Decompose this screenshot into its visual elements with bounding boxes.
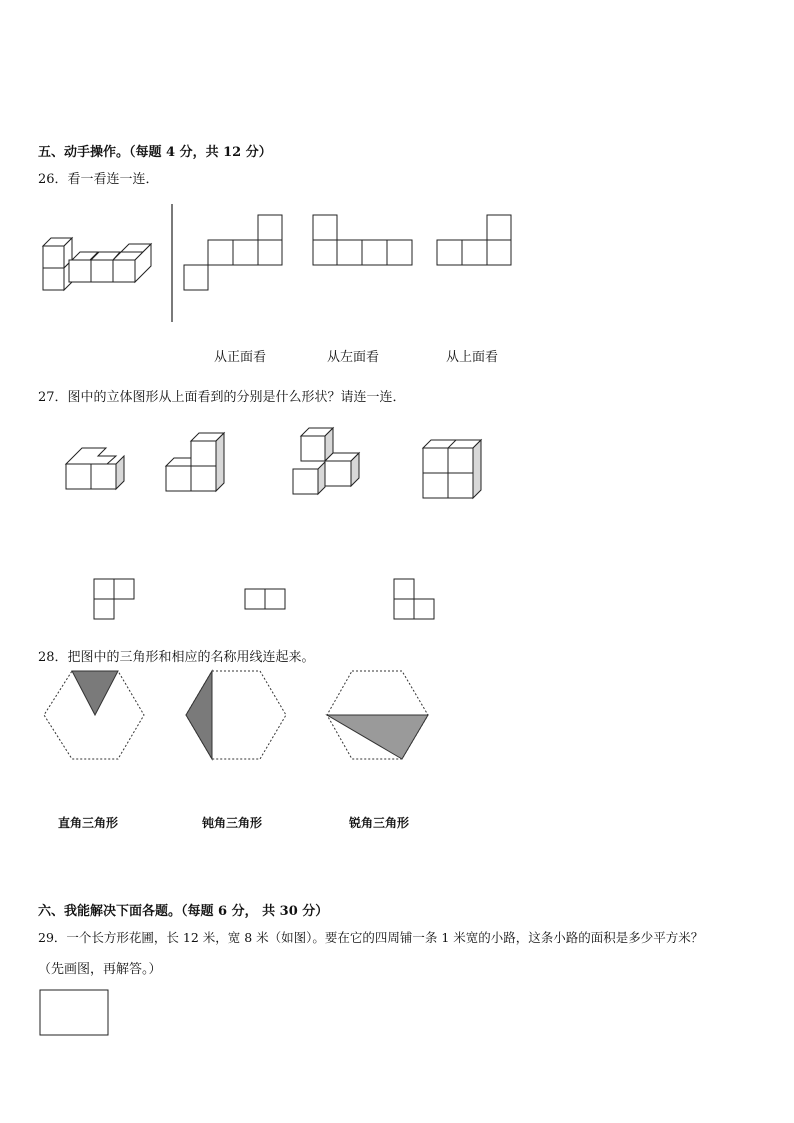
q27-text: 27．图中的立体图形从上面看到的分别是什么形状？请连一连． xyxy=(38,390,406,405)
q29-text: 29．一个长方形花圃，长 12 米，宽 8 米（如图）。要在它的四周铺一条 1 米宽的小路，这条小路的面积是多少平方米？ xyxy=(38,930,704,945)
q26-view-label-top: 从上面看 xyxy=(446,350,499,365)
section5-title: 五、动手操作。（每题 4 分，共 12 分） xyxy=(38,145,272,160)
q28-name-right: 直角三角形 xyxy=(58,816,119,830)
q28-name-obtuse: 钝角三角形 xyxy=(202,816,263,830)
flower-bed-rectangle xyxy=(40,990,108,1035)
q26-view-label-front: 从正面看 xyxy=(214,350,267,365)
section6-title: 六、我能解决下面各题。（每题 6 分， 共 30 分） xyxy=(38,904,329,919)
q28-name-acute: 锐角三角形 xyxy=(349,816,410,830)
q28-text: 28．把图中的三角形和相应的名称用线连起来。 xyxy=(38,650,315,665)
q26-view-label-left: 从左面看 xyxy=(327,350,380,365)
q26-text: 26．看一看连一连． xyxy=(38,172,159,187)
q29-note: （先画图，再解答。） xyxy=(38,962,162,977)
